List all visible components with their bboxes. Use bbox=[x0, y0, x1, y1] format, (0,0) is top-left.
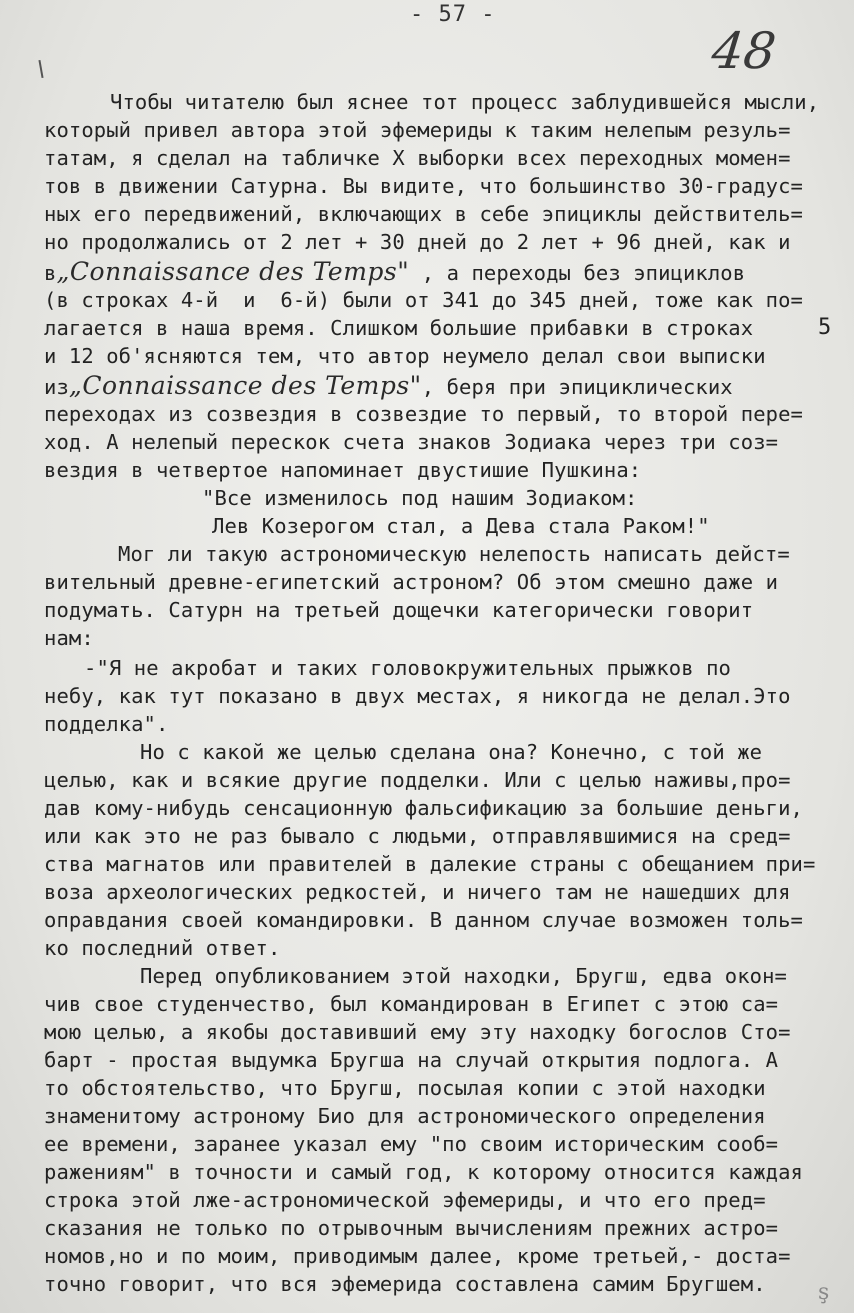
text-segment: знаменитому астроному Био для астрономического определения bbox=[44, 1104, 766, 1128]
text-segment: ход. А нелепый перескок счета знаков Зодиака через три соз= bbox=[44, 430, 779, 454]
text-segment: из bbox=[44, 375, 69, 399]
text-line bbox=[0, 654, 854, 682]
text-line bbox=[0, 88, 854, 116]
text-line bbox=[0, 1242, 854, 1270]
text-line bbox=[0, 200, 854, 228]
text-line bbox=[0, 1018, 854, 1046]
text-line bbox=[0, 934, 854, 962]
text-segment: строка этой лже-астрономической эфемериды, и что его пред= bbox=[44, 1188, 766, 1212]
text-segment: татам, я сделал на табличке X выборки всех переходных момен= bbox=[44, 146, 791, 170]
text-segment: , а переходы без эпициклов bbox=[409, 261, 746, 285]
text-segment: точно говорит, что вся эфемерида составлена самим Бругшем. bbox=[44, 1272, 766, 1296]
text-segment: или как это не раз бывало с людьми, отправлявшимися на сред= bbox=[44, 824, 791, 848]
text-line bbox=[0, 624, 854, 652]
text-line bbox=[0, 794, 854, 822]
text-line bbox=[0, 484, 854, 512]
text-segment: "Все изменилось под нашим Зодиаком: bbox=[202, 486, 638, 510]
text-line bbox=[0, 822, 854, 850]
text-line bbox=[0, 228, 854, 256]
text-line bbox=[0, 682, 854, 710]
text-line bbox=[0, 314, 854, 342]
text-segment: то обстоятельство, что Бругш, посылая копии с этой находки bbox=[44, 1076, 766, 1100]
text-segment: сказания не только по отрывочным вычислениям прежних астро= bbox=[44, 1216, 779, 1240]
text-segment: мою целью, а якобы доставивший ему эту находку богослов Сто= bbox=[44, 1020, 791, 1044]
text-line bbox=[0, 850, 854, 878]
text-line bbox=[0, 878, 854, 906]
text-segment: барт - простая выдумка Бругша на случай открытия подлога. А bbox=[44, 1048, 779, 1072]
text-segment: оправдания своей командировки. В данном случае возможен толь= bbox=[44, 908, 803, 932]
text-line bbox=[0, 400, 854, 428]
text-segment: дав кому-нибудь сенсационную фальсификацию за большие деньги, bbox=[44, 796, 803, 820]
text-segment: целью, как и всякие другие подделки. Или с целью наживы,про= bbox=[44, 768, 791, 792]
text-line bbox=[0, 1102, 854, 1130]
text-segment: Лев Козерогом стал, а Дева стала Раком!" bbox=[212, 514, 710, 538]
text-segment: но продолжались от 2 лет + 30 дней до 2 лет + 96 дней, как и bbox=[44, 230, 791, 254]
margin-number: 5 bbox=[818, 315, 832, 340]
text-segment: , беря при эпициклических bbox=[421, 375, 733, 399]
text-segment: Перед опубликованием этой находки, Бругш, едва окон= bbox=[140, 964, 787, 988]
text-segment: Мог ли такую астрономическую нелепость написать дейст= bbox=[118, 542, 790, 566]
text-segment: Чтобы читателю был яснее тот процесс заблудившейся мысли, bbox=[110, 90, 820, 114]
text-line bbox=[0, 1186, 854, 1214]
text-segment: воза археологических редкостей, и ничего там не нашедших для bbox=[44, 880, 791, 904]
text-line bbox=[0, 342, 854, 370]
text-segment: ражениям" в точности и самый год, к которому относится каждая bbox=[44, 1160, 803, 1184]
handwritten-title: „Connaissance des Temps" bbox=[56, 257, 410, 286]
text-line bbox=[0, 1158, 854, 1186]
text-segment: номов,но и по моим, приводимым далее, кроме третьей,- доста= bbox=[44, 1244, 791, 1268]
text-segment: в bbox=[44, 261, 57, 285]
text-line bbox=[0, 710, 854, 738]
text-segment: вездия в четвертое напоминает двустишие Пушкина: bbox=[44, 458, 642, 482]
text-line bbox=[0, 596, 854, 624]
text-segment: переходах из созвездия в созвездие то первый, то второй пере= bbox=[44, 402, 803, 426]
text-line bbox=[0, 906, 854, 934]
text-line bbox=[0, 990, 854, 1018]
text-line bbox=[0, 286, 854, 314]
text-segment: подумать. Сатурн на третьей дощечки категорически говорит bbox=[44, 598, 754, 622]
text-segment: -"Я не акробат и таких головокружительных прыжков по bbox=[84, 656, 731, 680]
text-line bbox=[0, 1074, 854, 1102]
text-line bbox=[0, 512, 854, 540]
text-line bbox=[0, 144, 854, 172]
text-segment: вительный древне-египетский астроном? Об этом смешно даже и bbox=[44, 570, 779, 594]
text-segment: нам: bbox=[44, 626, 94, 650]
text-line bbox=[0, 1214, 854, 1242]
page-number: - 57 - bbox=[410, 2, 496, 27]
text-segment: ства магнатов или правителей в далекие страны с обещанием при= bbox=[44, 852, 816, 876]
text-segment: ко последний ответ. bbox=[44, 936, 281, 960]
text-segment: Но с какой же целью сделана она? Конечно, с той же bbox=[140, 740, 763, 764]
text-segment: подделка". bbox=[44, 712, 169, 736]
text-segment: лагается в наша время. Слишком большие прибавки в строках bbox=[44, 316, 754, 340]
text-line bbox=[0, 1270, 854, 1298]
handwritten-page-number: 48 bbox=[708, 22, 779, 80]
text-line bbox=[0, 962, 854, 990]
margin-mark bbox=[38, 60, 43, 78]
text-line bbox=[0, 568, 854, 596]
text-line bbox=[0, 258, 854, 286]
text-line bbox=[0, 456, 854, 484]
text-line bbox=[0, 1046, 854, 1074]
corner-mark: ş bbox=[818, 1280, 830, 1305]
text-segment: и 12 об'ясняются тем, что автор неумело делал свои выписки bbox=[44, 344, 766, 368]
text-segment: ных его передвижений, включающих в себе эпициклы действитель= bbox=[44, 202, 803, 226]
text-segment: чив свое студенчество, был командирован в Египет с этою са= bbox=[44, 992, 779, 1016]
text-segment: ее времени, заранее указал ему "по своим историческим сооб= bbox=[44, 1132, 779, 1156]
text-line bbox=[0, 428, 854, 456]
text-segment: тов в движении Сатурна. Вы видите, что большинство 30-градус= bbox=[44, 174, 803, 198]
text-line bbox=[0, 372, 854, 400]
handwritten-title: „Connaissance des Temps" bbox=[68, 371, 422, 400]
text-line bbox=[0, 738, 854, 766]
text-line bbox=[0, 766, 854, 794]
text-line bbox=[0, 172, 854, 200]
text-line bbox=[0, 1130, 854, 1158]
text-segment: небу, как тут показано в двух местах, я никогда не делал.Это bbox=[44, 684, 791, 708]
text-segment: (в строках 4-й и 6-й) были от 341 до 345 дней, тоже как по= bbox=[44, 288, 803, 312]
text-line bbox=[0, 540, 854, 568]
text-line bbox=[0, 116, 854, 144]
text-segment: который привел автора этой эфемериды к таким нелепым резуль= bbox=[44, 118, 791, 142]
